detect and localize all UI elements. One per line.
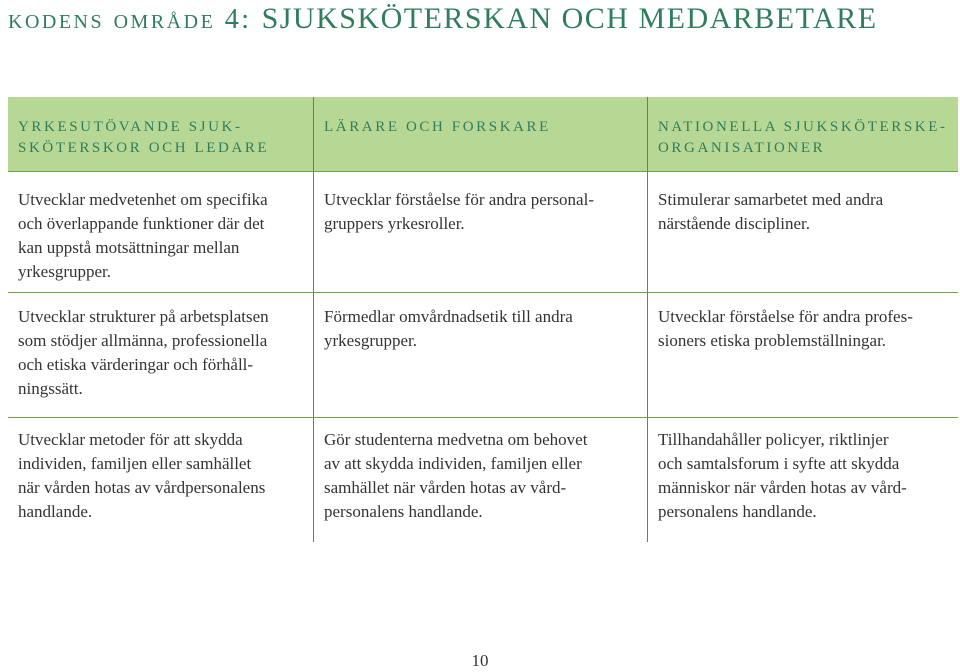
cell-text: Stimulerar samarbetet med andra närstående discipliner. [658,190,884,233]
page-heading [8,2,878,37]
column-header-label: YRKESUTÖVANDE SJUK- SKÖTERSKOR OCH LEDARE [18,119,270,156]
table-cell [647,417,958,542]
cell-text: Utvecklar förståelse för andra profes- sioners etiska problemställningar. [658,307,913,350]
cell-text: Förmedlar omvårdnadsetik till andra yrkesgrupper. [324,307,573,350]
column-header-label: LÄRARE OCH FORSKARE [324,119,551,135]
cell-text: Gör studenterna medvetna om behovet av att skydda individen, familjen eller samhället när vården hotas av vård- personalens handlande. [324,430,588,521]
table-cell [313,417,647,542]
cell-text: Utvecklar förståelse för andra personal- gruppers yrkesroller. [324,190,594,233]
column-header-teachers [313,97,647,172]
cell-text: Utvecklar medvetenhet om specifika och överlappande funktioner där det kan uppstå motsättningar mellan yrkesgrupper. [18,190,268,281]
column-header-organisations [647,97,958,172]
cell-text: Tillhandahåller policyer, riktlinjer och samtalsforum i syfte att skydda människor när vården hotas av vård- personalens handlande. [658,430,907,521]
table-cell [8,292,313,417]
column-header-practitioners [8,97,313,172]
table-cell [647,172,958,292]
table-cell [8,417,313,542]
table-cell [8,172,313,292]
table-cell [647,292,958,417]
table-cell [313,292,647,417]
page-number: 10 [471,651,489,670]
responsibilities-table [8,97,958,542]
cell-text: Utvecklar strukturer på arbetsplatsen som stödjer allmänna, professionella och etiska värderingar och förhåll- ningssätt. [18,307,269,398]
cell-text: Utvecklar metoder för att skydda individen, familjen eller samhället när vården hotas av vårdpersonalens handlande. [18,430,266,521]
heading-prefix: kodens område 4: [8,4,252,35]
column-header-label: NATIONELLA SJUKSKÖTERSKE- ORGANISATIONER [658,119,948,156]
table-cell [313,172,647,292]
heading-title: SJUKSKÖTERSKAN OCH MEDARBETARE [261,2,878,35]
